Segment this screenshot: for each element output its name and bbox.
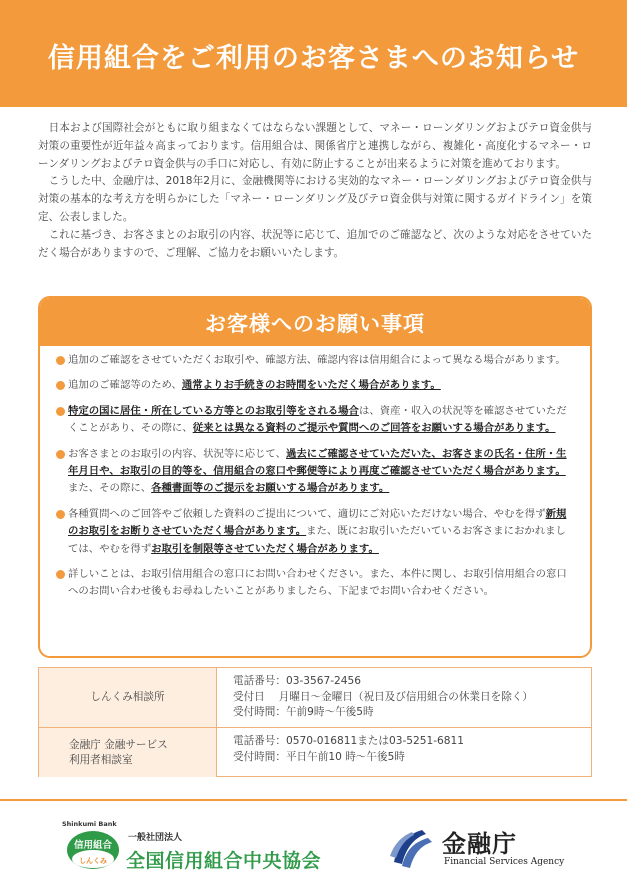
request-item-5: 各種質問へのご回答やご依頼した資料のご提出について、適切にご対応いただけない場合、やむを得ず新規のお取引をお断りさせていただく場合があります。また、既にお取引いただいているお客さまにおかれましては、やむを得ずお取引を制限等させていただく場合があります。 <box>56 506 576 558</box>
contact-row-fsa <box>39 728 591 777</box>
requests-title: お客様へのお願い事項 <box>205 312 425 336</box>
shinkumi-logo <box>62 820 342 876</box>
footer-divider <box>0 799 627 801</box>
org-subtitle: 一般社団法人 <box>128 833 183 843</box>
contact-info <box>233 674 533 721</box>
shinkumi-badge-icon <box>66 830 120 872</box>
bullet-icon <box>56 407 65 416</box>
org-name: 全国信用組合中央協会 <box>126 850 322 872</box>
contact-label-cell <box>39 668 217 727</box>
contact-table <box>38 667 592 777</box>
bullet-icon <box>56 450 65 459</box>
intro-paragraph-3: これに基づき、お客さまとのお取引の内容、状況等に応じて、追加でのご確認など、次のような対応をさせていただく場合がありますので、ご理解、ご協力をお願いいたします。 <box>38 228 592 259</box>
contact-phone: 電話番号：03-3567-2456 <box>233 675 362 687</box>
intro-paragraph-2: こうした中、金融庁は、2018年2月に、金融機関等における実効的なマネー・ローンダリングおよびテロ資金供与対策の基本的な考え方を明らかにした「マネー・ローンダリング及びテロ資金供与対策に関するガイドライン」を策定、公表しました。 <box>38 175 592 223</box>
intro-text <box>38 120 592 262</box>
bank-en-label: Shinkumi Bank <box>62 820 117 828</box>
contact-info <box>233 734 464 765</box>
fsa-name-jp: 金融庁 <box>442 830 517 858</box>
contact-days: 受付日 月曜日～金曜日（祝日及び信用組合の休業日を除く） <box>233 690 533 703</box>
request-item-2: 追加のご確認等のため、通常よりお手続きのお時間をいただく場合があります。 <box>56 377 576 394</box>
contact-row-shinkumi <box>39 668 591 728</box>
intro-paragraph-1: 日本および国際社会がともに取り組まなくてはならない課題として、マネー・ローンダリングおよびテロ資金供与対策の重要性が近年益々高まっております。信用組合は、関係省庁と連携しながら、複雑化・高度化するマネー・ローンダリングおよびテロ資金供与の手口に対応し、有効に防止することが出来るように対策を進めております。 <box>38 122 592 170</box>
bullet-icon <box>56 510 65 519</box>
bullet-icon <box>56 381 65 390</box>
requests-header <box>40 298 590 346</box>
fsa-mark-icon <box>388 826 436 870</box>
contact-label: 金融庁 金融サービス <box>69 739 168 751</box>
contact-hours: 受付時間：平日午前10 時～午後5時 <box>233 750 405 763</box>
badge-top-text: 信用組合 <box>73 840 113 851</box>
contact-label-cell <box>39 728 217 777</box>
page-title: 信用組合をご利用のお客さまへのお知らせ <box>47 43 580 74</box>
bullet-icon <box>56 570 65 579</box>
fsa-logo <box>388 824 588 874</box>
header-banner <box>0 0 627 107</box>
contact-phone: 電話番号：0570-016811または03-5251-6811 <box>233 735 465 747</box>
requests-list <box>40 346 590 601</box>
bullet-icon <box>56 356 65 365</box>
fsa-name-en: Financial Services Agency <box>444 857 565 867</box>
request-item-4: お客さまとのお取引の内容、状況等に応じて、過去にご確認させていただいた、お客さまの氏名・住所・生年月日や、お取引の目的等を、信用組合の窓口や郵便等により再度ご確認させていただく場合があります。また、その際に、各種書面等のご提示をお願いする場合があります。 <box>56 446 576 498</box>
request-item-1: 追加のご確認をさせていただくお取引や、確認方法、確認内容は信用組合によって異なる場合があります。 <box>56 352 576 369</box>
requests-box <box>38 296 592 658</box>
contact-label-sub: 利用者相談室 <box>69 754 133 766</box>
contact-hours: 受付時間：午前9時～午後5時 <box>233 706 374 718</box>
contact-label: しんくみ相談所 <box>90 691 165 703</box>
request-item-3: 特定の国に居住・所在している方等とのお取引等をされる場合は、資産・収入の状況等を確認させていただくことがあり、その際に、従来とは異なる資料のご提示や質問へのご回答をお願いする場合があります。 <box>56 403 576 438</box>
request-item-6: 詳しいことは、お取引信用組合の窓口にお問い合わせください。また、本件に関し、お取引信用組合の窓口へのお問い合わせ後もお尋ねしたいことがありましたら、下記までお問い合わせください。 <box>56 566 576 601</box>
badge-bottom-text: しんくみ <box>79 857 107 865</box>
